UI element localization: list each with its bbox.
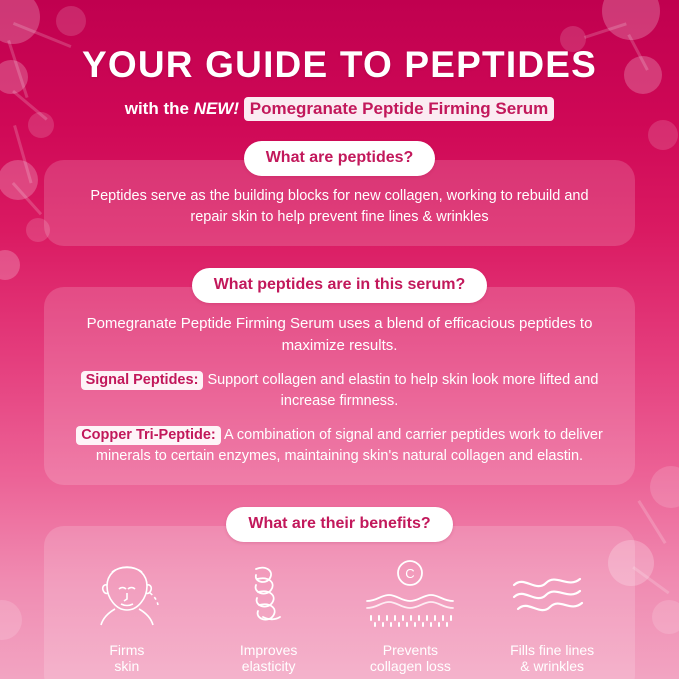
peptide-tag-copper: Copper Tri-Peptide: bbox=[76, 426, 221, 445]
benefit-label-line1: Firms bbox=[109, 641, 145, 658]
subtitle-product-name: Pomegranate Peptide Firming Serum bbox=[244, 97, 555, 121]
section-benefits bbox=[0, 507, 679, 679]
benefit-item bbox=[57, 556, 197, 676]
benefit-label-line1: Fills fine lines bbox=[510, 641, 595, 658]
elasticity-coil-icon bbox=[199, 556, 339, 634]
subtitle-new-badge: NEW! bbox=[193, 99, 240, 118]
section-heading-what-are-peptides: What are peptides? bbox=[244, 141, 436, 176]
svg-text:C: C bbox=[405, 565, 416, 581]
benefit-label-line1: Improves bbox=[239, 641, 298, 658]
paragraph: Peptides serve as the building blocks for new collagen, working to rebuild and repair skin to help prevent fine lines & wrinkles bbox=[90, 188, 589, 226]
benefit-label-line2: skin bbox=[114, 658, 140, 675]
lead-paragraph: Pomegranate Peptide Firming Serum uses a blend of efficacious peptides to maximize results. bbox=[86, 315, 593, 354]
peptide-text-copper: A combination of signal and carrier peptides work to deliver minerals to certain enzymes, maintaining skin's natural collagen and elastin. bbox=[95, 426, 603, 464]
benefit-label bbox=[340, 642, 480, 676]
benefit-label-line2: collagen loss bbox=[369, 658, 451, 675]
benefit-label bbox=[199, 642, 339, 676]
benefit-label-line2: elasticity bbox=[241, 658, 296, 675]
page-title: YOUR GUIDE TO PEPTIDES bbox=[81, 44, 598, 85]
benefit-item bbox=[199, 556, 339, 676]
subtitle-prefix: with the bbox=[124, 99, 189, 118]
benefits-row bbox=[44, 526, 635, 679]
peptide-tag-signal: Signal Peptides: bbox=[81, 371, 204, 390]
face-icon bbox=[57, 556, 197, 634]
wrinkle-lines-icon bbox=[482, 556, 622, 634]
benefit-item bbox=[340, 556, 480, 676]
section-peptides bbox=[0, 141, 679, 246]
section-heading-which-peptides: What peptides are in this serum? bbox=[192, 268, 488, 303]
collagen-skin-layer-icon bbox=[340, 556, 480, 634]
section-body-which-peptides bbox=[44, 287, 635, 485]
section-serum-peptides bbox=[0, 268, 679, 485]
page-subtitle bbox=[0, 99, 679, 119]
benefit-label bbox=[57, 642, 197, 676]
peptide-text-signal: Support collagen and elastin to help skin look more lifted and increase firmness. bbox=[207, 371, 599, 409]
benefit-label-line1: Prevents bbox=[382, 641, 438, 658]
peptide-item-copper bbox=[70, 425, 609, 467]
benefit-item bbox=[482, 556, 622, 676]
peptide-item-signal bbox=[70, 370, 609, 412]
benefit-label-line2: & wrinkles bbox=[520, 658, 585, 675]
benefit-label bbox=[482, 642, 622, 676]
section-heading-benefits: What are their benefits? bbox=[226, 507, 452, 542]
